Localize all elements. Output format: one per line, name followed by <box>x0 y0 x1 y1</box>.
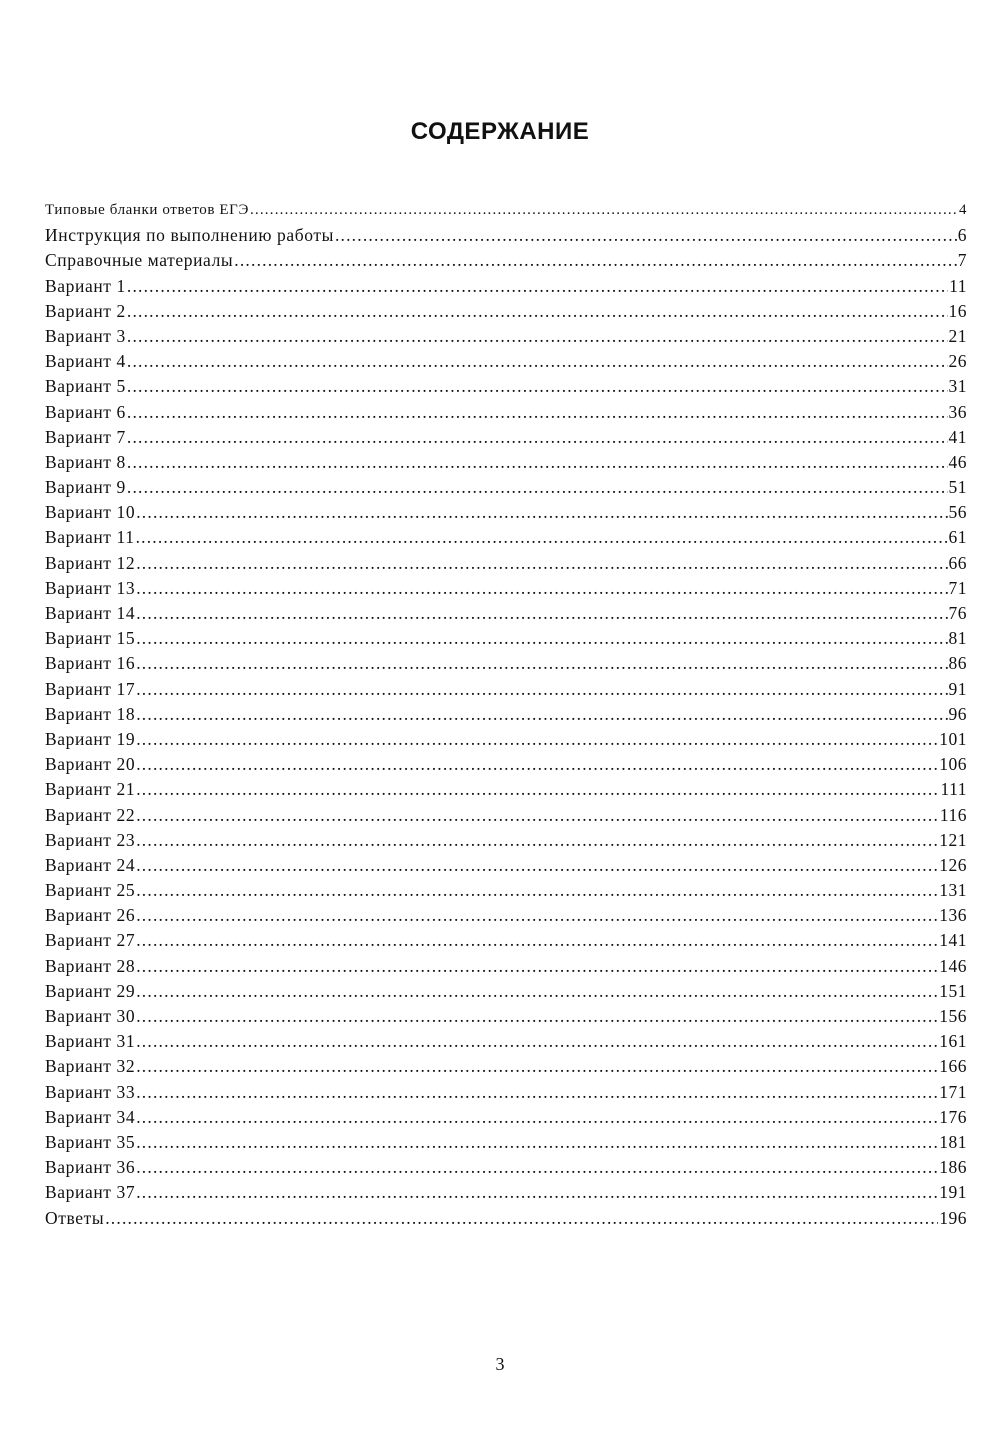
toc-entry-page: 191 <box>939 1182 967 1203</box>
toc-entry <box>45 500 967 525</box>
toc-entry <box>45 626 967 651</box>
dot-leader <box>136 777 939 802</box>
toc-entry-label: Вариант 30 <box>45 1006 136 1026</box>
toc-entry-page: 156 <box>939 1006 967 1026</box>
toc-entry <box>45 878 967 903</box>
toc-entry <box>45 299 967 324</box>
toc-entry-page: 101 <box>939 728 967 749</box>
toc-entry-page: 4 <box>959 202 967 218</box>
dot-leader <box>136 1155 938 1180</box>
dot-leader <box>136 828 938 853</box>
toc-entry <box>45 727 967 752</box>
toc-entry-label: Вариант 6 <box>45 401 126 422</box>
toc-entry-page: 21 <box>948 325 967 346</box>
toc-entry-page: 196 <box>939 1207 967 1228</box>
toc-entry-label: Вариант 25 <box>45 880 136 901</box>
dot-leader <box>136 1130 938 1155</box>
toc-entry <box>45 853 967 878</box>
toc-entry-label: Вариант 15 <box>45 628 136 649</box>
dot-leader <box>136 1080 938 1105</box>
toc-entry-page: 26 <box>948 351 967 372</box>
toc-entry <box>45 525 967 550</box>
dot-leader <box>127 400 948 425</box>
toc-entry-page: 131 <box>939 880 967 901</box>
toc-entry-label: Вариант 1 <box>45 275 126 296</box>
dot-leader <box>127 425 948 450</box>
toc-entry-label: Вариант 31 <box>45 1031 136 1052</box>
dot-leader <box>234 248 956 273</box>
dot-leader <box>136 954 938 979</box>
toc-entry <box>45 274 967 299</box>
toc-entry-label: Вариант 33 <box>45 1081 136 1102</box>
toc-entry-page: 171 <box>939 1081 967 1102</box>
toc-entry <box>45 651 967 676</box>
toc-entry-label: Ответы <box>45 1207 105 1228</box>
toc-entry <box>45 954 967 979</box>
dot-leader <box>136 1054 938 1079</box>
dot-leader <box>250 198 958 223</box>
toc-entry <box>45 1080 967 1105</box>
toc-entry-label: Вариант 27 <box>45 930 136 951</box>
dot-leader <box>127 274 948 299</box>
dot-leader <box>136 651 947 676</box>
toc-entry <box>45 1054 967 1079</box>
dot-leader <box>136 853 938 878</box>
toc-entry-label: Вариант 23 <box>45 829 136 850</box>
dot-leader <box>136 928 938 953</box>
dot-leader <box>136 1004 938 1029</box>
toc-entry-label: Вариант 9 <box>45 477 126 498</box>
toc-entry-page: 91 <box>948 678 967 699</box>
toc-entry <box>45 803 967 828</box>
toc-entry-label: Вариант 37 <box>45 1182 136 1203</box>
toc-entry <box>45 828 967 853</box>
toc-entry-label: Вариант 18 <box>45 703 136 724</box>
dot-leader <box>136 500 947 525</box>
toc-entry-page: 66 <box>948 552 967 573</box>
toc-entry-page: 71 <box>948 577 967 598</box>
page-title: СОДЕРЖАНИЕ <box>410 118 590 145</box>
dot-leader <box>136 979 938 1004</box>
toc-entry <box>45 248 967 273</box>
toc-entry <box>45 198 967 223</box>
toc-entry-page: 116 <box>939 804 967 825</box>
toc-entry-label: Вариант 29 <box>45 980 136 1001</box>
dot-leader <box>136 601 947 626</box>
toc-entry-label: Вариант 14 <box>45 603 136 623</box>
dot-leader <box>136 727 938 752</box>
toc-entry <box>45 1029 967 1054</box>
toc-entry-page: 96 <box>948 703 967 724</box>
dot-leader <box>136 702 947 727</box>
toc-entry-page: 31 <box>948 376 967 397</box>
toc-entry-page: 126 <box>939 854 967 875</box>
toc-entry <box>45 979 967 1004</box>
toc-entry-page: 86 <box>948 653 967 674</box>
toc-entry-label: Вариант 10 <box>45 502 136 523</box>
toc-entry-page: 61 <box>948 527 967 548</box>
toc-entry <box>45 450 967 475</box>
toc-entry <box>45 1004 967 1029</box>
dot-leader <box>335 223 957 248</box>
toc-entry <box>45 374 967 399</box>
dot-leader <box>127 299 948 324</box>
toc-entry <box>45 903 967 928</box>
page-number: 3 <box>495 1354 505 1374</box>
toc-entry-label: Вариант 7 <box>45 426 126 447</box>
toc-entry <box>45 1155 967 1180</box>
toc-entry-page: 141 <box>939 930 967 951</box>
toc-entry <box>45 475 967 500</box>
toc-entry-page: 186 <box>939 1157 967 1178</box>
toc-entry-label: Вариант 34 <box>45 1106 136 1127</box>
dot-leader <box>136 551 947 576</box>
toc-entry-label: Вариант 11 <box>45 527 135 548</box>
toc-entry-label: Вариант 2 <box>45 300 126 321</box>
toc-entry-label: Вариант 28 <box>45 955 136 976</box>
toc-entry-label: Вариант 3 <box>45 325 126 346</box>
toc-entry <box>45 928 967 953</box>
toc-entry <box>45 677 967 702</box>
toc-entry-page: 151 <box>939 980 967 1001</box>
toc-entry <box>45 601 967 626</box>
toc-entry <box>45 223 967 248</box>
toc-entry-label: Вариант 5 <box>45 376 126 397</box>
toc-entry-label: Вариант 12 <box>45 552 136 573</box>
toc-entry <box>45 777 967 802</box>
toc-entry-page: 11 <box>949 275 967 296</box>
dot-leader <box>127 374 948 399</box>
toc-entry-page: 41 <box>948 426 967 447</box>
toc-entry-page: 161 <box>939 1031 967 1052</box>
toc-entry-label: Вариант 36 <box>45 1157 136 1178</box>
toc-entry-page: 166 <box>939 1056 967 1077</box>
dot-leader <box>136 803 939 828</box>
dot-leader <box>136 1029 938 1054</box>
toc-entry-label: Вариант 4 <box>45 351 126 372</box>
dot-leader <box>136 752 938 777</box>
toc-entry-page: 181 <box>939 1131 967 1152</box>
toc-entry-label: Инструкция по выполнению работы <box>45 225 334 246</box>
dot-leader <box>105 1206 938 1231</box>
toc-entry-page: 106 <box>939 754 967 775</box>
toc-entry <box>45 400 967 425</box>
dot-leader <box>136 1105 938 1130</box>
toc-entry-page: 7 <box>957 250 967 271</box>
toc-entry <box>45 324 967 349</box>
toc-entry-page: 51 <box>948 477 967 498</box>
toc-entry <box>45 576 967 601</box>
toc-entry-page: 136 <box>939 905 967 926</box>
toc-entry-page: 46 <box>948 451 967 472</box>
toc-entry <box>45 1206 967 1231</box>
toc-entry <box>45 551 967 576</box>
table-of-contents <box>45 198 967 1231</box>
toc-entry-label: Вариант 19 <box>45 728 136 749</box>
toc-entry-label: Вариант 26 <box>45 905 136 926</box>
toc-entry-label: Типовые бланки ответов ЕГЭ <box>45 202 249 218</box>
toc-entry <box>45 349 967 374</box>
toc-entry-page: 6 <box>957 225 967 246</box>
toc-entry-label: Вариант 32 <box>45 1056 136 1077</box>
dot-leader <box>136 626 947 651</box>
toc-entry-page: 56 <box>948 502 967 523</box>
dot-leader <box>127 450 948 475</box>
toc-entry-label: Вариант 20 <box>45 754 136 775</box>
toc-entry-page: 146 <box>939 955 967 976</box>
dot-leader <box>136 1180 938 1205</box>
toc-entry <box>45 1130 967 1155</box>
toc-entry-label: Вариант 21 <box>45 779 136 800</box>
toc-entry-page: 121 <box>939 829 967 850</box>
toc-entry-page: 16 <box>948 300 967 321</box>
toc-entry-label: Вариант 8 <box>45 451 126 472</box>
toc-entry-label: Вариант 17 <box>45 678 136 699</box>
toc-entry-label: Вариант 22 <box>45 804 136 825</box>
dot-leader <box>136 576 947 601</box>
toc-entry-label: Вариант 24 <box>45 854 136 875</box>
toc-entry-label: Вариант 16 <box>45 653 136 674</box>
toc-entry <box>45 752 967 777</box>
toc-entry <box>45 425 967 450</box>
dot-leader <box>136 525 948 550</box>
dot-leader <box>136 903 938 928</box>
toc-entry-page: 36 <box>948 401 967 422</box>
toc-entry <box>45 1180 967 1205</box>
toc-entry-page: 111 <box>940 779 967 800</box>
dot-leader <box>127 475 948 500</box>
dot-leader <box>136 677 947 702</box>
toc-entry-page: 76 <box>948 603 967 623</box>
toc-entry-page: 81 <box>948 628 967 649</box>
toc-entry-label: Вариант 35 <box>45 1131 136 1152</box>
toc-entry-page: 176 <box>939 1106 967 1127</box>
toc-entry-label: Вариант 13 <box>45 577 136 598</box>
toc-entry-label: Справочные материалы <box>45 250 234 271</box>
dot-leader <box>127 324 948 349</box>
toc-entry <box>45 1105 967 1130</box>
dot-leader <box>127 349 948 374</box>
dot-leader <box>136 878 938 903</box>
toc-entry <box>45 702 967 727</box>
